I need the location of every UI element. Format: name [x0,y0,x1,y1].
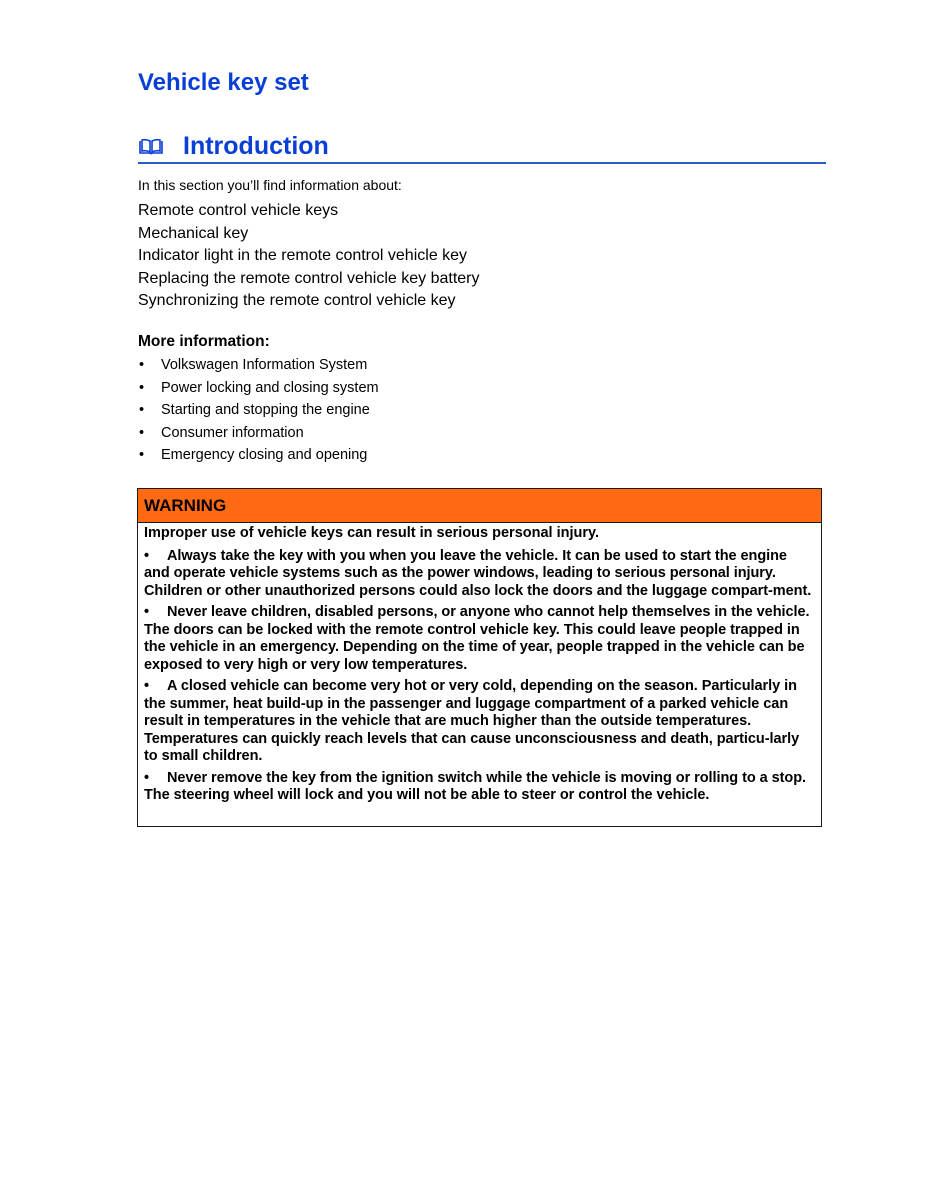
topic-item[interactable]: Remote control vehicle keys [138,202,339,219]
warning-item [144,548,816,601]
warning-body [138,523,821,805]
warning-item [144,678,816,766]
topic-item[interactable]: Replacing the remote control vehicle key battery [138,269,480,287]
bullet-icon: • [139,424,145,441]
more-info-item-label: Volkswagen Information System [161,357,368,373]
topic-item[interactable]: Mechanical key [138,224,249,242]
bullet-icon: • [139,379,145,396]
bullet-icon: • [144,604,150,620]
warning-item-text: Always take the key with you when you leave the vehicle. It can be used to start the engine and operate vehicle systems such as the power windows, leading to serious personal injury. Children or other unauthorized persons could also lock the doors and the luggage compart-ment. [144,547,812,599]
topic-item[interactable]: Indicator light in the remote control vehicle key [138,247,468,265]
more-info-item[interactable] [138,444,379,467]
more-info-item[interactable] [138,399,379,422]
warning-item [144,770,816,805]
more-info-list [138,354,379,467]
warning-lead: Improper use of vehicle keys can result in serious personal injury. [144,525,600,541]
bullet-icon: • [144,769,150,786]
warning-header: WARNING [138,489,821,523]
more-info-item[interactable] [138,422,379,445]
book-icon [138,138,164,156]
more-info-item[interactable] [138,377,379,400]
bullet-icon: • [144,547,150,564]
page-title: Vehicle key set [138,69,309,96]
bullet-icon: • [144,678,150,694]
warning-item-text: Never leave children, disabled persons, or anyone who cannot help themselves in the vehicle. The doors can be locked with the remote control vehicle key. This could leave people trapped in the vehicle in an emergency. Depending on the time of year, people trapped in the vehicle can be exposed to very high or very low temperatures. [144,604,810,673]
section-intro: In this section you’ll find information about: [138,177,402,193]
topic-list [138,200,480,313]
section-title: Introduction [183,132,329,160]
more-info-heading: More information: [138,333,270,350]
bullet-icon: • [139,402,145,419]
more-info-item-label: Consumer information [161,424,304,441]
topic-item[interactable]: Synchronizing the remote control vehicle key [138,292,456,310]
warning-item-text: Never remove the key from the ignition switch while the vehicle is moving or rolling to a stop. The steering wheel will lock and you will not be able to steer or control the vehicle. [144,769,807,803]
more-info-item-label: Starting and stopping the engine [161,402,370,419]
bullet-icon: • [139,357,145,373]
more-info-item-label: Emergency closing and opening [161,447,368,464]
more-info-item[interactable] [138,354,379,377]
warning-item [144,604,816,674]
more-info-item-label: Power locking and closing system [161,379,379,396]
warning-box [137,488,822,827]
section-header [138,130,826,164]
warning-item-text: A closed vehicle can become very hot or very cold, depending on the season. Particularly in the summer, heat build-up in the passenger and luggage compartment of a parked vehicle can result in temperatures in the vehicle that are much higher than the outside temperatures. Temperatures can quickly reach levels that can cause unconsciousness and death, particu-larly to small children. [144,678,800,764]
bullet-icon: • [139,447,145,464]
